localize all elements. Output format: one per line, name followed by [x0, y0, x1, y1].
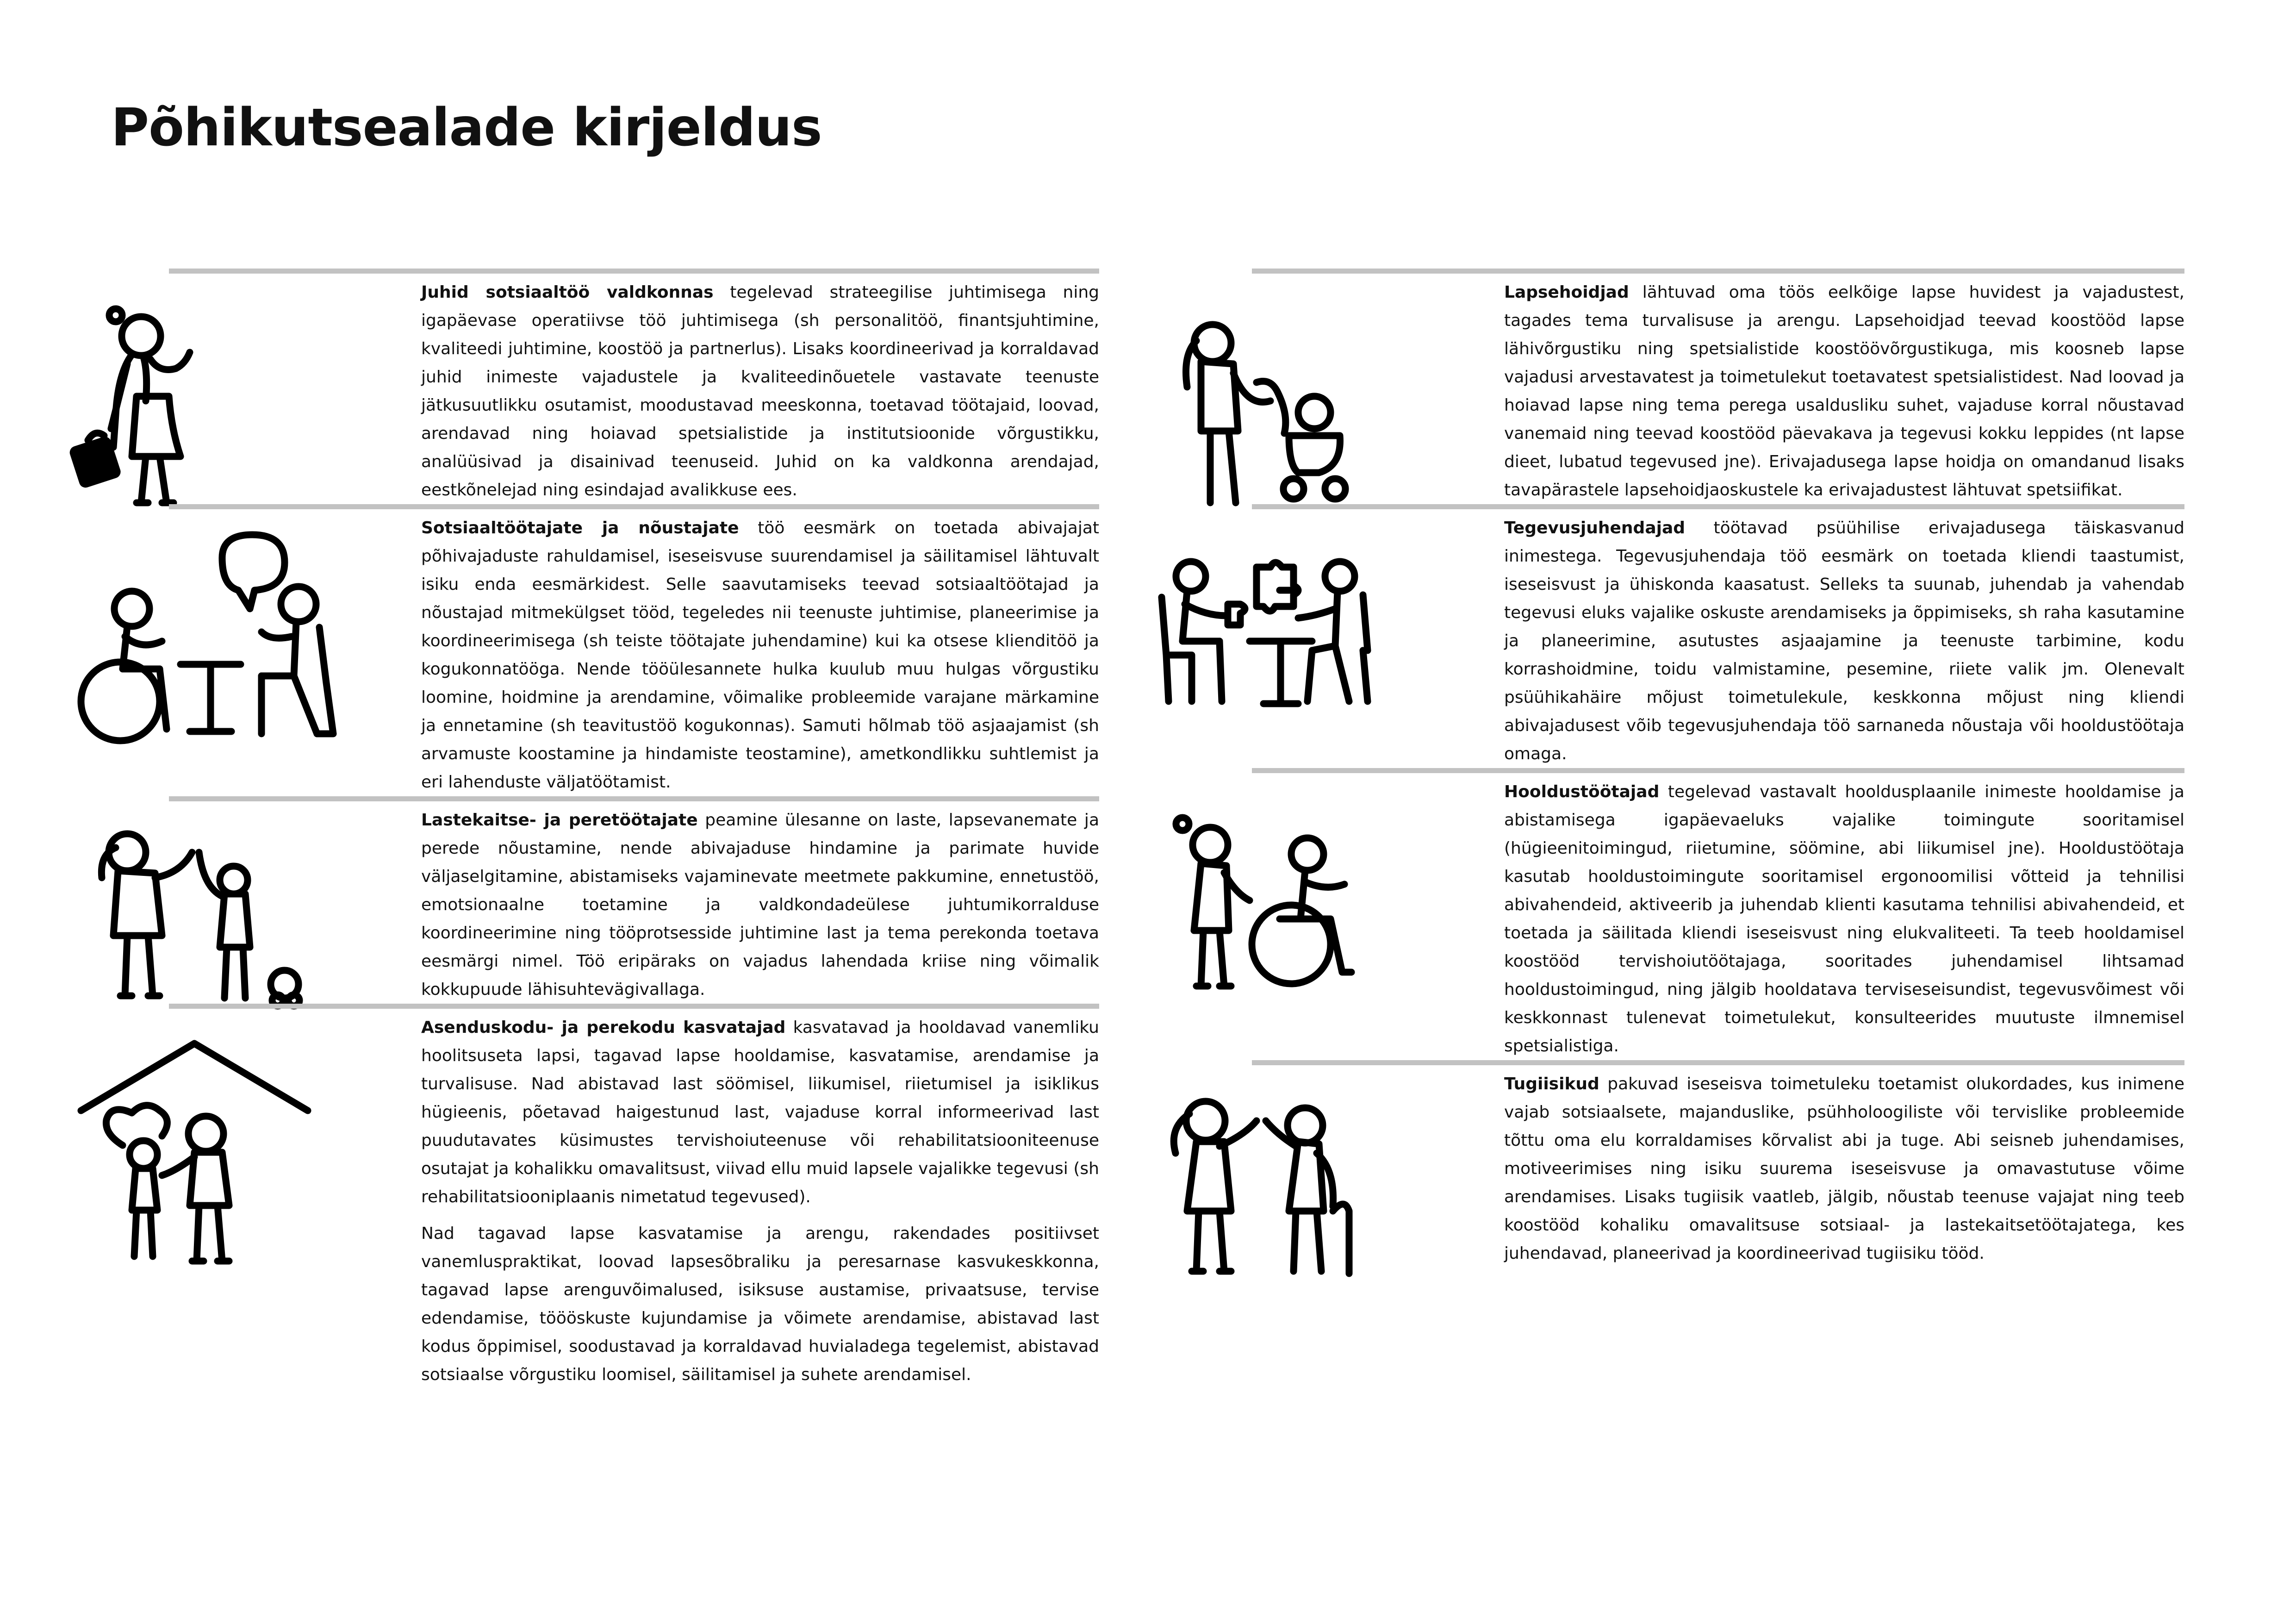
support-person-elderly-icon	[1150, 1072, 1474, 1304]
childminders-description	[1504, 274, 2184, 504]
counseling-conversation-icon	[67, 516, 391, 757]
section-activity-instructors	[1252, 504, 2184, 768]
left-column	[169, 269, 1099, 1389]
section-social-workers	[169, 504, 1099, 796]
manager-with-briefcase-icon	[67, 281, 391, 521]
foster-care-text-2: Nad tagavad lapse kasvatamise ja arengu, rakendades positiivset vanemluspraktikat, loovad lapsesõbraliku ja peresarnase kasvukeskkonna, tagavad lapse arenguvõimalused, isiksuse austamise, privaatsuse, tervise edendamise, töööskuste kujundamise ja võimete arendamise, abistavad last kodus õppimisel, soodustavad ja korraldavad huvialadega tegelemist, abistavad sotsiaalse võrgustiku loomisel, säilitamisel ja suhete arendamisel.	[421, 1224, 1099, 1384]
foster-care-text: kasvatavad ja hooldavad vanemliku hoolitsuseta lapsi, tagavad lapse hooldamise, kasvatamise, arendamise ja turvalisuse. Nad abistavad last söömisel, liikumisel, riietumisel ja isiklikus hügieenis, põetavad haigestunud last, vajaduse korral informeerivad last puudutavates küsimustes tervishoiuteenuse või rehabilitatsiooniteenuse osutajat ja kohalikku omavalitsust, viivad ellu muid lapsele vajalikke tegevusi (sh rehabilitatsiooniplaanis nimetatud tegevused).	[421, 1018, 1099, 1206]
social-workers-description	[421, 509, 1099, 796]
section-foster-care	[169, 1004, 1099, 1389]
childminder-with-stroller-icon	[1150, 281, 1474, 521]
managers-text: tegelevad strateegilise juhtimisega ning igapäevase operatiivse töö juhtimisega (sh personalitöö, finantsjuhtimine, kvaliteedi juhtimine, koostöö ja partnerlus). Lisaks koordineerivad ja korraldavad juhid inimeste vajadustele ja kvaliteedinõuetele vastavate teenuste jätkusuutlikku osutamist, moodustavad meeskonna, toetavad töötajaid, loovad, arendavad ning hoiavad spetsialistide ja institutsioonide võrgustikku, analüüsivad ja disainivad teenuseid. Juhid on ka valdkonna arendajad, eestkõnelejad ning esindajad avalikkuse ees.	[421, 283, 1100, 500]
child-protection-term: Lastekaitse- ja peretöötajate	[421, 811, 698, 830]
section-care-workers	[1252, 768, 2184, 1060]
section-managers	[169, 269, 1099, 504]
activity-instructors-term: Tegevusjuhendajad	[1504, 518, 1686, 537]
family-with-child-icon	[67, 808, 391, 1021]
care-workers-description	[1504, 773, 2184, 1060]
section-childminders	[1252, 269, 2184, 504]
care-workers-text: tegelevad vastavalt hooldusplaanile inimeste hooldamise ja abistamisega igapäevaeluks vajalike toimingute sooritamisel (hügieenitoimingud, riietumine, söömine, abi liikumisel jne). Hooldustöötaja kasutab hooldustoimingute sooritamisel ergonoomilisi võtteid ja tehnilisi abivahendeid, aktiveerib ja juhendab klienti kasutama tehnilisi abivahendeid, et toetada ja säilitada kliendi iseseisvust ning elukvaliteeti. Ta teeb hooldamisel koostööd tervishoiutöötajaga, sooritades juhendamisel lihtsamad hooldustoimingud, ning jälgib hooldatava terviseseisundist, tegevusvõimest või keskkonnast tulenevat toimetulekut, konsulteerides muutuste ilmnemisel spetsialistiga.	[1504, 782, 2184, 1056]
managers-term: Juhid sotsiaaltöö valdkonnas	[421, 283, 714, 302]
foster-care-term: Asenduskodu- ja perekodu kasvatajad	[421, 1018, 786, 1037]
care-workers-term: Hooldustöötajad	[1504, 782, 1660, 801]
childminders-text: lähtuvad oma töös eelkõige lapse huvidest ja vajadustest, tagades tema turvalisuse ja arengu. Lapsehoidjad teevad koostööd lapse lähivõrgustiku ning spetsialistide koostöövõrgustikuga, mis koosneb lapse vajadusi arvestavatest ja toimetulekut toetavatest spetsialistidest. Nad loovad ja hoiavad lapse ning tema perega usaldusliku suhet, vajaduse korral nõustavad vanemaid ning teevad koostööd päevakava ja tegevusi kokku leppides (nt lapse dieet, lubatud tegevused jne). Erivajadusega lapse hoidja on omandanud lisaks tavapärastele lapsehoidjaoskustele ka erivajadustest lähtuvat spetsiifikat.	[1504, 283, 2184, 500]
support-persons-term: Tugiisikud	[1504, 1074, 1599, 1093]
child-protection-description	[421, 801, 1099, 1004]
house-with-family-icon	[67, 1016, 391, 1303]
managers-description	[421, 274, 1099, 504]
activity-instructors-text: töötavad psüühilise erivajadusega täiskasvanud inimestega. Tegevusjuhendaja töö eesmärk on toetada kliendi taastumist, iseseisvust ja ühiskonda kaasatust. Selleks ta suunab, juhendab ja vahendab tegevusi eluks vajalike oskuste arendamiseks ja õppimiseks, sh raha kasutamine ja planeerimine, asutustes asjaajamine ja teenuste tarbimine, kodu korrashoidmine, toidu valmistamine, pesemine, riiete valik jm. Olenevalt psüühikahäire mõjust toimetulekule, keskkonna mõjust ning kliendi abivajadusest võib tegevusjuhendaja töö sarnaneda nõustaja või hooldustöötaja omaga.	[1504, 518, 2184, 763]
section-support-persons	[1252, 1060, 2184, 1268]
social-workers-term: Sotsiaaltöötajate ja nõustajate	[421, 518, 739, 537]
activity-instructor-puzzle-icon	[1150, 516, 1474, 738]
right-column	[1252, 269, 2184, 1268]
social-workers-text: töö eesmärk on toetada abivajajat põhivajaduste rahuldamisel, iseseisvuse suurendamisel ja säilitamisel lähtuvalt isiku enda eesmärkidest. Selle saavutamiseks teevad sotsiaaltöötajad ja nõustajad mitmekülgset tööd, tegeledes nii teenuste juhtimise, planeerimise ja koordineerimisega (sh teiste töötajate juhendamine) kui ka otsese klienditöö ja kogukonnatööga. Nende tööülesannete hulka kuulub muu hulgas võrgustiku loomine, hoidmine ja arendamine, võimalike probleemide varajane märkamine ja ennetamine (sh teavitustöö kogukonnas). Samuti hõlmab töö asjaajamist (sh arvamuste koostamine ja hindamiste teostamine), ametkondlikku suhtlemist ja eri lahenduste väljatöötamist.	[421, 518, 1100, 792]
foster-care-description	[421, 1009, 1099, 1389]
support-persons-text: pakuvad iseseisva toimetuleku toetamist olukordades, kus inimene vajab sotsiaalsete, majanduslike, psühholoogiliste või tervislike probleemide tõttu oma elu korraldamises kõrvalist abi ja tuge. Abi seisneb juhendamises, motiveerimises ning isiku suurema iseseisvuse ja omavastutuse võime arendamises. Lisaks tugiisik vaatleb, jälgib, nõustab teenuse vajajat ning teeb koostööd kohaliku omavalitsuse sotsiaal- ja lastekaitsetöötajatega, kes juhendavad, planeerivad ja koordineerivad tugiisiku tööd.	[1504, 1074, 2184, 1263]
childminders-term: Lapsehoidjad	[1504, 283, 1629, 302]
page-title: Põhikutsealade kirjeldus	[111, 98, 822, 158]
activity-instructors-description	[1504, 509, 2184, 768]
section-child-protection	[169, 796, 1099, 1004]
care-worker-wheelchair-icon	[1150, 780, 1474, 1012]
child-protection-text: peamine ülesanne on laste, lapsevanemate ja perede nõustamine, nende abivajaduse hindamine ja parimate huvide väljaselgitamine, abistamiseks vajaminevate meetmete pakkumine, ennetustöö, emotsionaalne toetamine ja valdkondadeülese juhtumikorralduse koordineerimine ning tööprotsesside juhtimine last ja tema perekonda toetava eesmärgi nimel. Töö eripäraks on vajadus lahendada kriise ning võimalik kokkupuude lähisuhtevägivallaga.	[421, 811, 1099, 999]
support-persons-description	[1504, 1065, 2184, 1268]
